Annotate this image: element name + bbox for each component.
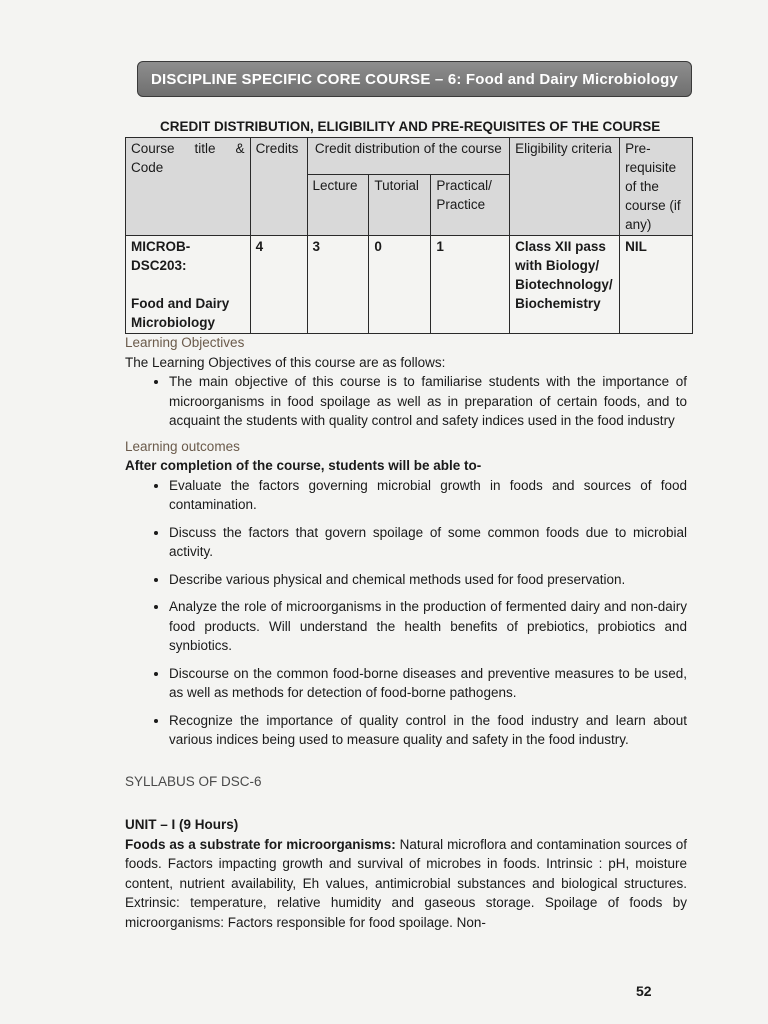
list-item: • Discuss the factors that govern spoilage of some common foods due to microbial activity.	[169, 523, 687, 562]
syllabus-heading: SYLLABUS OF DSC-6	[125, 773, 262, 789]
unit-lead: Foods as a substrate for microorganisms:	[125, 836, 396, 852]
tutorial-value: 0	[369, 236, 431, 334]
learning-objectives-list	[125, 372, 687, 431]
learning-objectives-intro: The Learning Objectives of this course are as follows:	[125, 354, 446, 370]
course-banner: DISCIPLINE SPECIFIC CORE COURSE – 6: Food and Dairy Microbiology	[137, 61, 692, 97]
list-item: • Recognize the importance of quality control in the food industry and learn about various indices being used to measure quality and safety in the food industry.	[169, 711, 687, 750]
lecture-value: 3	[307, 236, 369, 334]
page-number: 52	[636, 983, 652, 999]
header-course: Course title & Code	[126, 138, 251, 236]
header-tutorial: Tutorial	[369, 175, 431, 236]
unit-text: Natural microflora and contamination sources of foods. Factors impacting growth and survival of microbes in foods. Intrinsic : pH, moisture content, nutrient availability, Eh values, antimicrobial substances and biological structures. Extrinsic: temperature, relative humidity and gaseous storage. Spoilage of foods by microorganisms: Factors responsible for food spoilage. Non-	[125, 836, 687, 930]
header-credits: Credits	[250, 138, 307, 236]
learning-objectives-heading: Learning Objectives	[125, 335, 245, 350]
list-item: • Analyze the role of microorganisms in the production of fermented dairy and non-dairy food products. Will understand the health benefits of prebiotics, probiotics and synbiotics.	[169, 597, 687, 656]
prereq-value: NIL	[620, 236, 693, 334]
list-item: • The main objective of this course is to familiarise students with the importance of microorganisms in food spoilage as well as in preparation of certain foods, and to acquaint the students with quality control and safety indices used in the food industry	[169, 372, 687, 431]
table-title: CREDIT DISTRIBUTION, ELIGIBILITY AND PRE-REQUISITES OF THE COURSE	[160, 119, 661, 134]
main-content	[125, 333, 687, 932]
course-cell	[126, 236, 251, 334]
unit-paragraph	[125, 835, 687, 933]
learning-outcomes-intro: After completion of the course, students will be able to-	[125, 458, 482, 473]
unit-heading: UNIT – I (9 Hours)	[125, 817, 239, 832]
list-item: • Evaluate the factors governing microbial growth in foods and sources of food contamination.	[169, 476, 687, 515]
header-distribution: Credit distribution of the course	[307, 138, 510, 175]
course-title: Food and Dairy Microbiology	[131, 296, 230, 330]
practical-value: 1	[431, 236, 510, 334]
credits-value: 4	[250, 236, 307, 334]
eligibility-value: Class XII pass with Biology/ Biotechnology/ Biochemistry	[510, 236, 620, 334]
header-prereq: Pre-requisite of the course (if any)	[620, 138, 693, 236]
header-practical: Practical/ Practice	[431, 175, 510, 236]
learning-outcomes-heading: Learning outcomes	[125, 438, 240, 454]
learning-outcomes-list	[125, 476, 687, 750]
list-item: • Discourse on the common food-borne diseases and preventive measures to be used, as well as methods for detection of food-borne pathogens.	[169, 664, 687, 703]
list-item: • Describe various physical and chemical methods used for food preservation.	[169, 570, 687, 590]
course-code: MICROB-DSC203:	[131, 239, 191, 273]
header-lecture: Lecture	[307, 175, 369, 236]
header-eligibility: Eligibility criteria	[510, 138, 620, 236]
credit-table	[125, 137, 693, 334]
